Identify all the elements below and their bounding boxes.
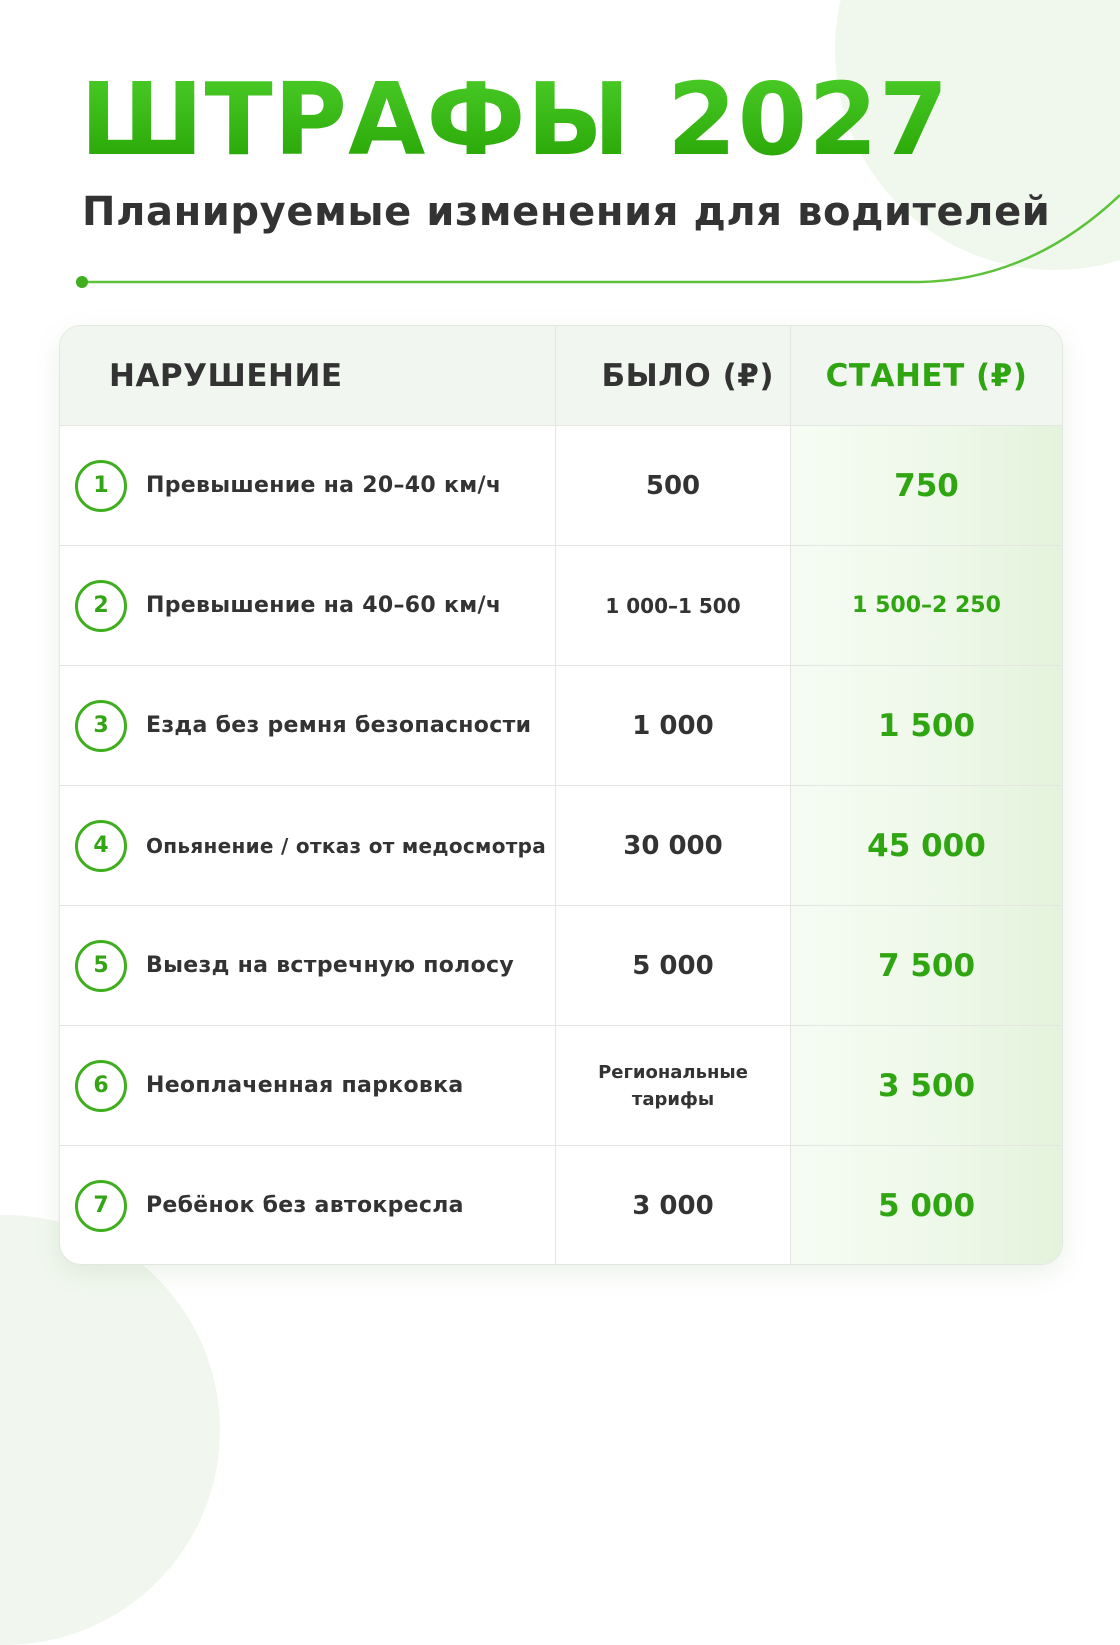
will-value: 750 [791,426,1062,545]
header-was: БЫЛО (₽) [556,326,790,425]
was-value: Региональные тарифы [598,1061,748,1110]
table-row-violation [60,1026,555,1145]
will-value: 45 000 [791,786,1062,905]
table-row-violation [60,666,555,785]
violation-text: Выезд на встречную полосу [146,953,514,978]
violation-text: Ребёнок без автокресла [146,1193,464,1218]
will-value: 1 500–2 250 [791,546,1062,665]
will-value: 1 500 [791,666,1062,785]
table-row-violation [60,1146,555,1265]
violation-text: Превышение на 20–40 км/ч [146,473,502,498]
violation-text: Опьянение / отказ от медосмотра [146,833,547,858]
decor-circle-bottom-left [0,1215,220,1645]
page-title: ШТРАФЫ 2027 [80,61,950,178]
header-will: СТАНЕТ (₽) [791,326,1062,425]
table-row-violation [60,546,555,665]
was-value: 1 000–1 500 [605,593,741,618]
row-number-badge: 4 [75,820,127,872]
violation-text: Неоплаченная парковка [146,1073,464,1098]
was-value: 500 [645,470,701,501]
violation-text: Превышение на 40–60 км/ч [146,593,502,618]
row-number-badge: 3 [75,700,127,752]
row-number-badge: 7 [75,1180,127,1232]
row-number-badge: 5 [75,940,127,992]
will-value: 5 000 [791,1146,1062,1265]
will-value: 3 500 [791,1026,1062,1145]
divider-dot [76,276,88,288]
fines-table [59,325,1063,1265]
was-value: 3 000 [632,1190,714,1221]
table-row-violation [60,906,555,1025]
violation-text: Езда без ремня безопасности [146,713,532,738]
row-number-badge: 1 [75,460,127,512]
page-subtitle: Планируемые изменения для водителей [82,189,1051,235]
row-number-badge: 6 [75,1060,127,1112]
was-value: 1 000 [632,710,714,741]
was-value: 5 000 [632,950,714,981]
row-number-badge: 2 [75,580,127,632]
table-row-violation [60,426,555,545]
decor-divider-line [0,0,1120,320]
header-violation: НАРУШЕНИЕ [60,326,555,425]
table-row-violation [60,786,555,905]
will-value: 7 500 [791,906,1062,1025]
was-value: 30 000 [623,830,723,861]
